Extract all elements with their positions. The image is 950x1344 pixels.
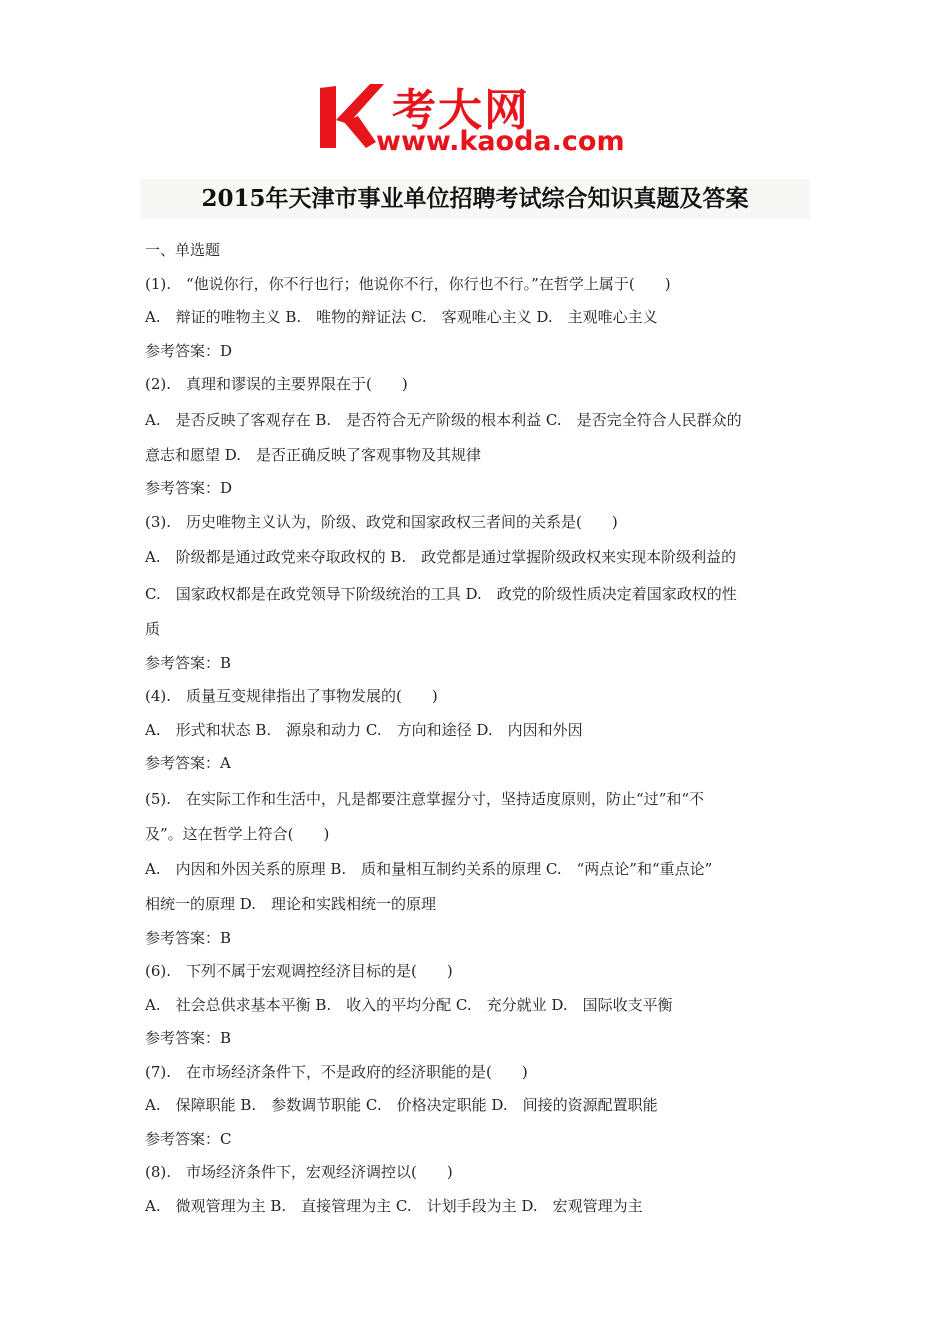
question-options: C. 国家政权都是在政党领导下阶级统治的工具 D. 政党的阶级性质决定着国家政权的性 [145,585,737,603]
section-heading: 一、单选题 [145,241,221,259]
logo-brand-text: 考大网 [392,85,530,136]
question-stem: (5). 在实际工作和生活中，凡是都要注意掌握分寸，坚持适度原则，防止“过”和“不 [145,789,705,808]
question-stem: (7). 在市场经济条件下，不是政府的经济职能的是( ) [145,1062,528,1081]
question-options: A. 是否反映了客观存在 B. 是否符合无产阶级的根本利益 C. 是否完全符合人民群众的 [145,410,742,429]
answer-line: 参考答案：B [145,1029,232,1047]
logo-url-text: www.kaoda.com [376,126,625,157]
question-options: 质 [145,620,161,638]
question-options: A. 阶级都是通过政党来夺取政权的 B. 政党都是通过掌握阶级政权来实现本阶级利益的 [145,548,737,566]
question-options: A. 微观管理为主 B. 直接管理为主 C. 计划手段为主 D. 宏观管理为主 [145,1196,643,1215]
question-stem: 及”。这在哲学上符合( ) [145,824,330,843]
question-options: A. 社会总供求基本平衡 B. 收入的平均分配 C. 充分就业 D. 国际收支平衡 [145,995,673,1014]
question-options: 相统一的原理 D. 理论和实践相统一的原理 [145,895,437,913]
question-list [145,234,810,1223]
answer-line: 参考答案：A [145,754,231,772]
answer-line: 参考答案：D [145,479,233,497]
kaoda-logo [318,78,648,158]
question-stem: (8). 市场经济条件下，宏观经济调控以( ) [145,1163,453,1181]
question-options: 意志和愿望 D. 是否正确反映了客观事物及其规律 [145,445,482,464]
answer-line: 参考答案：B [145,928,232,947]
question-options: A. 形式和状态 B. 源泉和动力 C. 方向和途径 D. 内因和外因 [145,720,583,739]
question-stem: (4). 质量互变规律指出了事物发展的( ) [145,687,438,705]
question-stem: (3). 历史唯物主义认为，阶级、政党和国家政权三者间的关系是( ) [145,512,618,531]
question-stem: (6). 下列不属于宏观调控经济目标的是( ) [145,962,453,980]
question-stem: (1). “他说你行，你不行也行；他说你不行，你行也不行。”在哲学上属于( ) [145,274,671,293]
question-options: A. 内因和外因关系的原理 B. 质和量相互制约关系的原理 C. “两点论”和“重点论” [145,860,713,878]
page-title: 2015年天津市事业单位招聘考试综合知识真题及答案 [140,179,810,219]
question-options: A. 保障职能 B. 参数调节职能 C. 价格决定职能 D. 间接的资源配置职能 [145,1096,658,1114]
question-stem: (2). 真理和谬误的主要界限在于( ) [145,375,408,393]
answer-line: 参考答案：C [145,1129,232,1148]
answer-line: 参考答案：D [145,341,233,360]
answer-line: 参考答案：B [145,653,232,672]
question-options: A. 辩证的唯物主义 B. 唯物的辩证法 C. 客观唯心主义 D. 主观唯心主义 [145,308,658,326]
